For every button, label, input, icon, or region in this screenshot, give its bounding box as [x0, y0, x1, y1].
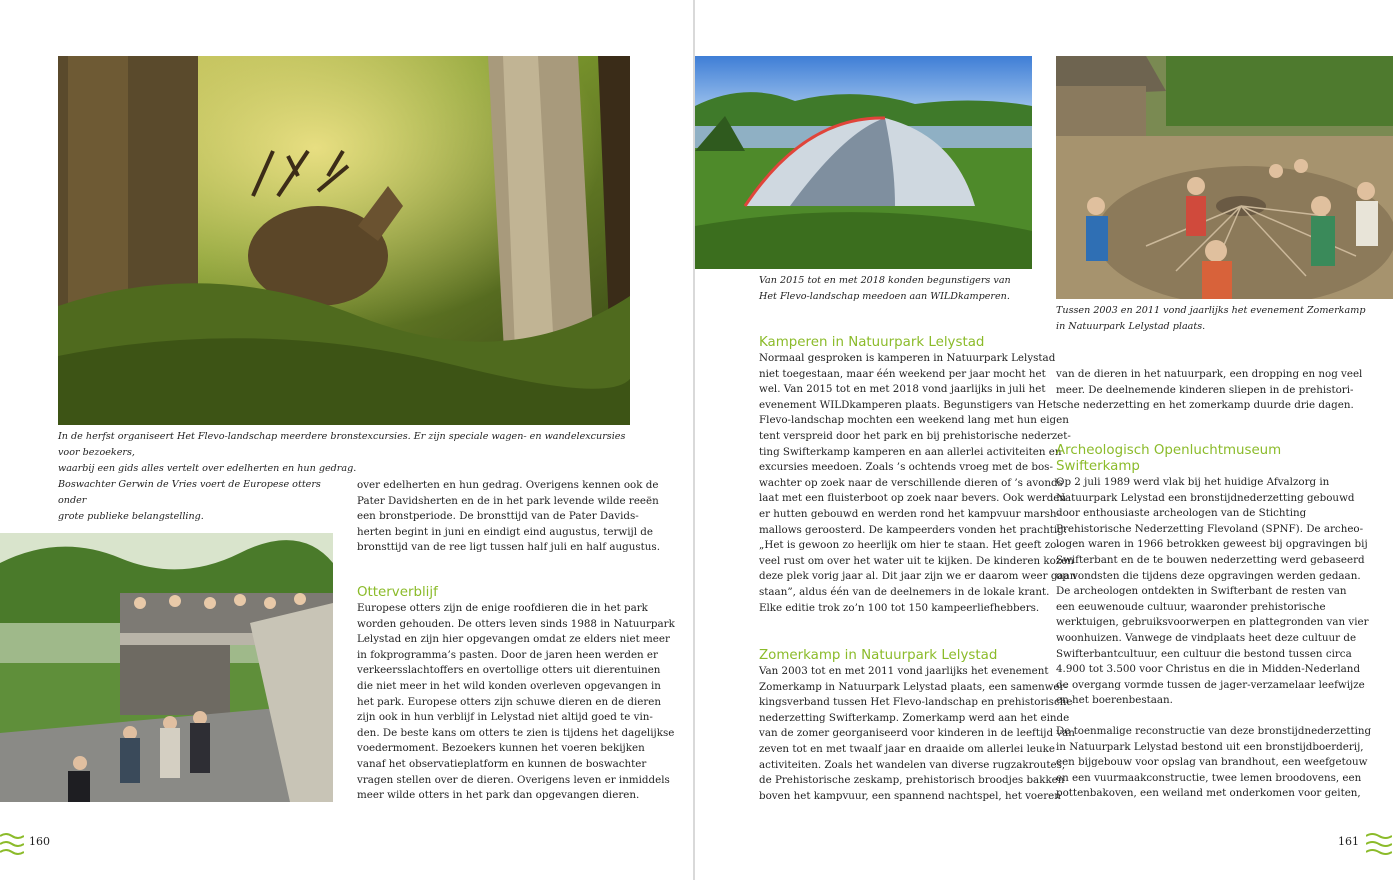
text-line: Swifterbantcultuur, een cultuur die bestond tussen circa: [1056, 647, 1352, 660]
text-line: in fokprogramma’s pasten. Door de jaren heen werden er: [357, 648, 658, 661]
caption-otter-photo: [58, 477, 348, 525]
column-continued-text: [1056, 367, 1376, 414]
wave-ornament-right: [1366, 830, 1392, 860]
photo-tent-by-lake: [695, 56, 1032, 269]
page-number-left: 160: [29, 835, 50, 848]
heading-kamperen: [759, 335, 984, 351]
heading-openluchtmuseum: [1056, 443, 1281, 475]
caption-line: Tussen 2003 en 2011 vond jaarlijks het evenement Zomerkamp: [1056, 305, 1366, 316]
wave-ornament-left: [0, 830, 24, 860]
text-line: de Prehistorische zeskamp, prehistorisch broodjes bakken: [759, 774, 1065, 787]
text-line: Prehistorische Nederzetting Flevoland (SPNF). De archeo-: [1056, 522, 1364, 535]
text-line: Swifterbant en de te bouwen nederzetting werd gebaseerd: [1056, 553, 1365, 566]
text-line: vragen stellen over de dieren. Overigens leven er inmiddels: [357, 773, 670, 786]
text-line: herten begint in juni en eindigt eind augustus, terwijl de: [357, 525, 653, 538]
text-line: in Natuurpark Lelystad bestond uit een bronstijdboerderij,: [1056, 740, 1364, 753]
photo-otter-feeding: [0, 533, 333, 802]
text-line: Elke editie trok zo’n 100 tot 150 kampeerliefhebbers.: [759, 601, 1040, 614]
caption-line: grote publieke belangstelling.: [58, 511, 204, 522]
text-line: en het boerenbestaan.: [1056, 694, 1173, 707]
text-line: van de dieren in het natuurpark, een dropping en nog veel: [1056, 368, 1363, 380]
caption-line: In de herfst organiseert Het Flevo-landschap meerdere bronstexcursies. Er zijn speciale wagen- en wandelexcursies voor bezoekers,: [58, 431, 626, 458]
text-line: „Het is gewoon zo heerlijk om hier te staan. Het geeft zo-: [759, 539, 1060, 552]
text-line: excursies meedoen. Zoals ’s ochtends vroeg met de bos-: [759, 461, 1053, 474]
text-line: woonhuizen. Vanwege de vindplaats heet deze cultuur de: [1056, 631, 1357, 644]
text-line: Op 2 juli 1989 werd vlak bij het huidige Afvalzorg in: [1056, 476, 1330, 488]
text-line: het park. Europese otters zijn schuwe dieren en de dieren: [357, 695, 662, 708]
text-line: voedermoment. Bezoekers kunnen het voeren bekijken: [357, 742, 645, 755]
photo-summer-camp-campfire: [1056, 56, 1393, 299]
text-line: wel. Van 2015 tot en met 2018 vond jaarlijks in juli het: [759, 383, 1046, 396]
text-line: veel rust om over het water uit te kijken. De kinderen kozen: [759, 554, 1074, 567]
text-line: evenement WILDkamperen plaats. Begunstigers van Het: [759, 398, 1057, 411]
heading-text: Archeologisch Openluchtmuseum: [1056, 443, 1282, 458]
section-museum-text: [1056, 475, 1376, 802]
caption-deer-photo: [58, 429, 648, 477]
text-line: boven het kampvuur, een spannend nachtspel, het voeren: [759, 789, 1061, 802]
text-line: op vondsten die tijdens deze opgravingen werden gedaan.: [1056, 569, 1361, 582]
text-line: Zomerkamp in Natuurpark Lelystad plaats, een samenwer-: [759, 680, 1068, 693]
text-line: verkeersslachtoffers en overtollige otters uit dierentuinen: [357, 664, 661, 677]
text-line: werktuigen, gebruiksvoorwerpen en plattegronden van vier: [1056, 616, 1369, 629]
paragraph-gap: [1056, 709, 1376, 724]
text-line: activiteiten. Zoals het wandelen van diverse rugzakroutes,: [759, 758, 1066, 771]
text-line: tent verspreid door het park en bij prehistorische nederzet-: [759, 429, 1071, 442]
text-line: een bijgebouw voor opslag van brandhout, een weefgetouw: [1056, 756, 1368, 769]
text-line: Van 2003 tot en met 2011 vond jaarlijks het evenement: [759, 665, 1049, 677]
text-line: wachter op zoek naar de verschillende dieren of ’s avonds: [759, 476, 1063, 489]
text-line: sche nederzetting en het zomerkamp duurde drie dagen.: [1056, 399, 1354, 412]
heading-text: Otterverblijf: [357, 585, 438, 600]
text-line: die niet meer in het wild konden overleven opgevangen in: [357, 679, 661, 692]
text-line: pottenbakoven, een weiland met onderkomen voor geiten,: [1056, 787, 1361, 800]
text-line: een eeuwenoude cultuur, waaronder prehistorische: [1056, 600, 1326, 613]
text-line: er hutten gebouwd en werden rond het kampvuur marsh-: [759, 507, 1061, 520]
heading-otterverblijf: [357, 585, 438, 601]
text-line: door enthousiaste archeologen van de Stichting: [1056, 507, 1307, 520]
caption-line: Van 2015 tot en met 2018 konden begunstigers van: [759, 275, 1011, 286]
text-line: logen waren in 1966 betrokken geweest bij opgravingen bij: [1056, 538, 1368, 551]
text-line: Europese otters zijn de enige roofdieren die in het park: [357, 602, 648, 614]
column-intro-text: [357, 478, 660, 556]
heading-text: Kamperen in Natuurpark Lelystad: [759, 335, 985, 350]
text-line: laat met een fluisterboot op zoek naar bevers. Ook werden: [759, 492, 1067, 505]
text-line: 4.900 tot 3.500 voor Christus en die in Midden-Nederland: [1056, 663, 1361, 676]
text-line: Natuurpark Lelystad een bronstijdnederzetting gebouwd: [1056, 491, 1355, 504]
text-line: meer wilde otters in het park dan opgevangen dieren.: [357, 789, 640, 802]
text-line: De archeologen ontdekten in Swifterbant de resten van: [1056, 585, 1347, 598]
text-line: en een vuurmaakconstructie, twee lemen broodovens, een: [1056, 771, 1362, 784]
text-line: van de zomer georganiseerd voor kinderen in de leeftijd van: [759, 727, 1075, 740]
text-line: Normaal gesproken is kamperen in Natuurpark Lelystad: [759, 352, 1056, 364]
text-line: kingsverband tussen Het Flevo-landschap en prehistorische: [759, 696, 1073, 709]
text-line: zijn ook in hun verblijf in Lelystad niet altijd goed te vin-: [357, 711, 653, 724]
caption-line: Het Flevo-landschap meedoen aan WILDkamperen.: [759, 291, 1010, 302]
text-line: de overgang vormde tussen de jager-verzamelaar leefwijze: [1056, 678, 1365, 691]
text-line: zeven tot en met twaalf jaar en draaide om allerlei leuke: [759, 742, 1055, 755]
photo-red-deer-stag: [58, 56, 630, 425]
text-line: den. De beste kans om otters te zien is tijdens het dagelijkse: [357, 726, 675, 739]
heading-text: Swifterkamp: [1056, 459, 1140, 474]
text-line: vanaf het observatieplatform en kunnen de boswachter: [357, 757, 647, 770]
text-line: Pater Davidsherten en de in het park levende wilde reeën: [357, 494, 659, 507]
caption-tent-photo: [759, 273, 1029, 305]
text-line: nederzetting Swifterkamp. Zomerkamp werd aan het einde: [759, 711, 1070, 724]
caption-camp-photo: [1056, 303, 1376, 335]
caption-line: waarbij een gids alles vertelt over edelherten en hun gedrag.: [58, 463, 357, 474]
text-line: Flevo-landschap mochten een weekend lang met hun eigen: [759, 414, 1069, 427]
text-line: een bronstperiode. De bronsttijd van de Pater Davids-: [357, 510, 639, 523]
caption-line: Boswachter Gerwin de Vries voert de Europese otters onder: [58, 479, 321, 506]
text-line: bronsttijd van de ree ligt tussen half juli en half augustus.: [357, 541, 660, 554]
text-line: over edelherten en hun gedrag. Overigens kennen ook de: [357, 479, 659, 491]
text-line: niet toegestaan, maar één weekend per jaar mocht het: [759, 367, 1046, 380]
page-number-right: 161: [1338, 835, 1359, 848]
section-summer-text: [759, 664, 1075, 804]
text-line: Lelystad en zijn hier opgevangen omdat ze elders niet meer: [357, 633, 670, 646]
text-line: deze plek vorig jaar al. Dit jaar zijn we er daarom weer gaan: [759, 570, 1077, 583]
text-line: worden gehouden. De otters leven sinds 1988 in Natuurpark: [357, 617, 675, 630]
text-line: mallows geroosterd. De kampeerders vonden het prachtig:: [759, 523, 1068, 536]
text-line: De toenmalige reconstructie van deze bronstijdnederzetting: [1056, 724, 1372, 737]
text-line: staan”, aldus één van de deelnemers in de lokale krant.: [759, 585, 1050, 598]
caption-line: in Natuurpark Lelystad plaats.: [1056, 321, 1206, 332]
text-line: ting Swifterkamp kamperen en aan allerlei activiteiten en: [759, 445, 1062, 458]
text-line: meer. De deelnemende kinderen sliepen in de prehistori-: [1056, 383, 1354, 396]
section-camping-text: [759, 351, 1077, 616]
section-otters-text: [357, 601, 675, 804]
heading-zomerkamp: [759, 648, 997, 664]
heading-text: Zomerkamp in Natuurpark Lelystad: [759, 648, 998, 663]
